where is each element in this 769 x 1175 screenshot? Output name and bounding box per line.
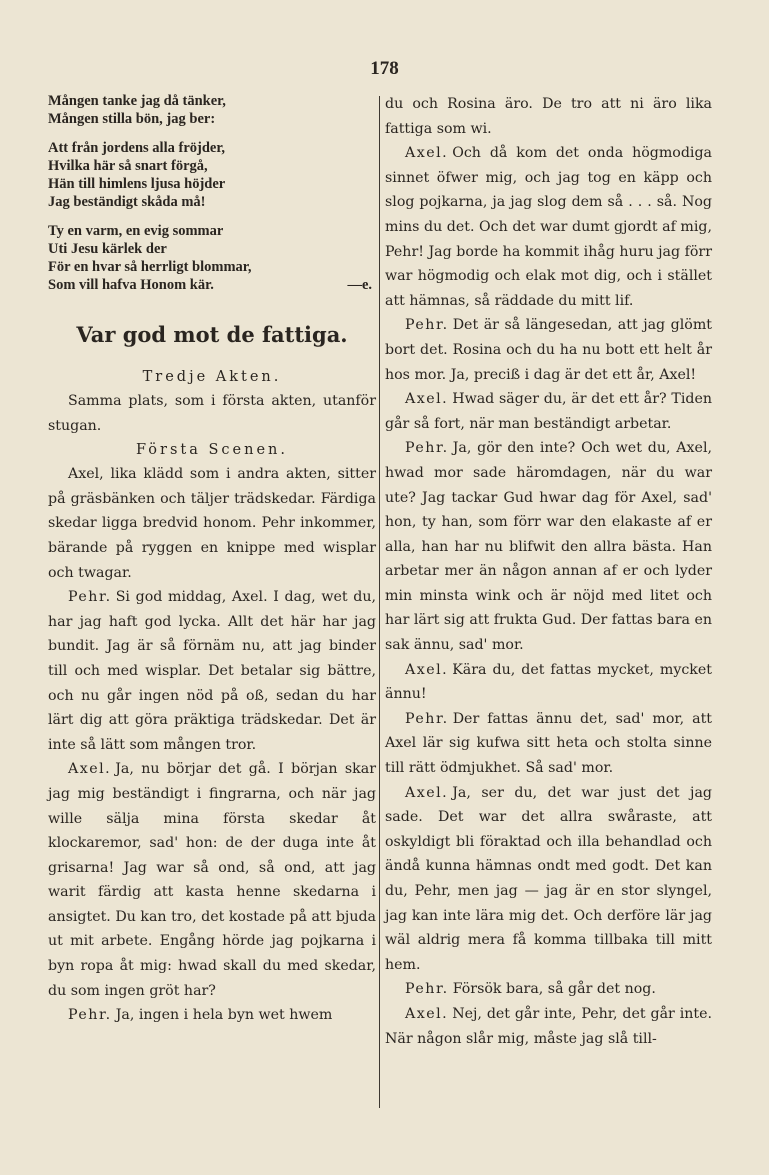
dialogue-paragraph bbox=[385, 92, 712, 141]
act-heading: Tredje Akten. bbox=[142, 369, 282, 385]
setting-text: Samma plats, som i första akten, utanför stugan. bbox=[48, 393, 376, 434]
dialogue-text: Ja, ingen i hela byn wet hwem bbox=[115, 1007, 333, 1024]
page-number: 178 bbox=[370, 58, 399, 79]
speaker-name: Axel. bbox=[405, 391, 449, 408]
poem-line: Uti Jesu kärlek der bbox=[48, 241, 167, 257]
column-divider bbox=[379, 96, 380, 1108]
dialogue-text: Ja, ser du, det war just det jag sade. Det war det allra swåraste, att oskyldigt bli föraktad och illa behandlad och ändå kunna hämnas ondt med godt. Det kan du, Pehr, men jag — jag är en stor slyngel, jag kan inte lära mig det. Och derföre lär jag wäl aldrig mera få komma tillbaka till mitt hem. bbox=[385, 784, 712, 973]
speaker-name: Axel. bbox=[405, 661, 449, 678]
section-title: Var god mot de fattiga. bbox=[76, 322, 348, 347]
dialogue-paragraph bbox=[48, 757, 376, 1003]
poem-line: Som vill hafva Honom kär. bbox=[48, 277, 214, 293]
dialogue-text: Försök bara, så går det nog. bbox=[452, 981, 656, 998]
speaker-name: Axel. bbox=[405, 145, 449, 162]
speaker-name: Axel. bbox=[68, 761, 112, 778]
speaker-name: Pehr. bbox=[405, 440, 449, 457]
dialogue-text: Ja, nu börjar det gå. I början skar jag mig beständigt i fingrarna, och när jag wille sälja mina första skedar åt klockaremor, sad' hon: de der duga inte åt grisarna! Jag war så ond, så ond, att jag warit färdig att kasta henne skedarna i ansigtet. Du kan tro, det kostade på att bjuda ut mit arbete. Engång hörde jag pojkarna i byn ropa åt mig: hwad skall du med skedar, du som ingen gröt har? bbox=[48, 761, 376, 999]
speaker-name: Axel. bbox=[405, 784, 449, 801]
poem-line: Mången tanke jag då tänker, bbox=[48, 93, 226, 109]
dialogue-paragraph bbox=[385, 658, 712, 707]
poem-stanza-2 bbox=[48, 139, 376, 211]
dialogue-paragraph bbox=[385, 707, 712, 781]
dialogue-text: Det är så längesedan, att jag glömt bort det. Rosina och du ha nu bott ett helt år hos mor. Ja, preciß i dag är det ett år, Axel! bbox=[385, 317, 712, 383]
poem-stanza-3 bbox=[48, 222, 376, 294]
right-column bbox=[385, 92, 712, 1051]
speaker-name: Pehr. bbox=[405, 710, 449, 727]
dialogue-text: Ja, gör den inte? Och wet du, Axel, hwad mor sade häromdagen, när du war ute? Jag tackar Gud hwar dag för Axel, sad' hon, ty han, som förr war den elakaste af er alla, han har nu blifwit den allra bästa. Han arbetar mer än någon annan af er och lyder min minsta wink och är nöjd med litet och har lärt sig att frukta Gud. Der fattas bara en sak ännu, sad' mor. bbox=[385, 440, 712, 654]
dialogue-text: Och då kom det onda högmodiga sinnet öfwer mig, och jag tog en käpp och slog pojkarna, ja jag slog dem så . . . så. Nog mins du det. Och det war dumt gjordt af mig, Pehr! Jag borde ha kommit ihåg huru jag förr war högmodig och elak mot dig, och i stället att hämnas, så räddade du mitt lif. bbox=[385, 145, 712, 309]
dialogue-paragraph bbox=[385, 977, 712, 1002]
poem-line: Att från jordens alla fröjder, bbox=[48, 140, 226, 156]
dialogue-paragraph bbox=[385, 141, 712, 313]
dialogue-text: Si god middag, Axel. I dag, wet du, har jag haft god lycka. Allt det här har jag bundit. Jag är så förnäm nu, att jag binder till och med wisplar. Det betalar sig bättre, och nu går ingen nöd på oß, sedan du har lärt dig att göra präktiga trädskedar. Det är inte så lätt som mången tror. bbox=[48, 589, 376, 753]
dialogue-text: du och Rosina äro. De tro att ni äro lika fattiga som wi. bbox=[385, 96, 712, 137]
dialogue-text: Der fattas ännu det, sad' mor, att Axel lär sig kufwa sitt heta och stolta sinne till rätt ödmjukhet. Så sad' mor. bbox=[385, 710, 712, 777]
dialogue-paragraph bbox=[385, 1002, 712, 1051]
poem-line: För en hvar så herrligt blommar, bbox=[48, 259, 252, 275]
poem-line: Ty en varm, en evig sommar bbox=[48, 223, 224, 239]
poem-line: Hvilka här så snart förgå, bbox=[48, 158, 208, 174]
speaker-name: Pehr. bbox=[405, 981, 449, 998]
dialogue-text: Hwad säger du, är det ett år? Tiden går så fort, när man beständigt arbetar. bbox=[385, 391, 712, 432]
dialogue-text: Nej, det går inte, Pehr, det går inte. När någon slår mig, måste jag slå till- bbox=[385, 1005, 712, 1047]
speaker-name: Axel. bbox=[405, 1005, 449, 1022]
poem-last-line bbox=[48, 276, 376, 294]
poem-line: Hän till himlens ljusa höjder bbox=[48, 176, 226, 192]
poem-signature: —e. bbox=[347, 277, 372, 293]
dialogue-paragraph bbox=[48, 585, 376, 757]
poem-line: Mången stilla bön, jag ber: bbox=[48, 111, 216, 127]
speaker-name: Pehr. bbox=[405, 317, 449, 334]
speaker-name: Pehr. bbox=[68, 589, 112, 606]
poem-stanza-1 bbox=[48, 92, 376, 128]
speaker-name: Pehr. bbox=[68, 1007, 112, 1024]
dialogue-paragraph bbox=[385, 387, 712, 436]
poem-line: Jag beständigt skåda må! bbox=[48, 194, 206, 210]
dialogue-paragraph bbox=[385, 781, 712, 978]
left-column bbox=[48, 92, 376, 1028]
dialogue-paragraph bbox=[48, 1003, 376, 1028]
dialogue-paragraph bbox=[385, 436, 712, 657]
dialogue-paragraph bbox=[385, 313, 712, 387]
stage-direction: Axel, lika klädd som i andra akten, sitter på gräsbänken och täljer trädskedar. Färdiga skedar ligga bredvid honom. Pehr inkommer, bärande på ryggen en knippe med wisplar och twagar. bbox=[48, 466, 376, 581]
dialogue-text: Kära du, det fattas mycket, mycket ännu! bbox=[385, 661, 712, 703]
scene-heading: Första Scenen. bbox=[136, 442, 288, 459]
